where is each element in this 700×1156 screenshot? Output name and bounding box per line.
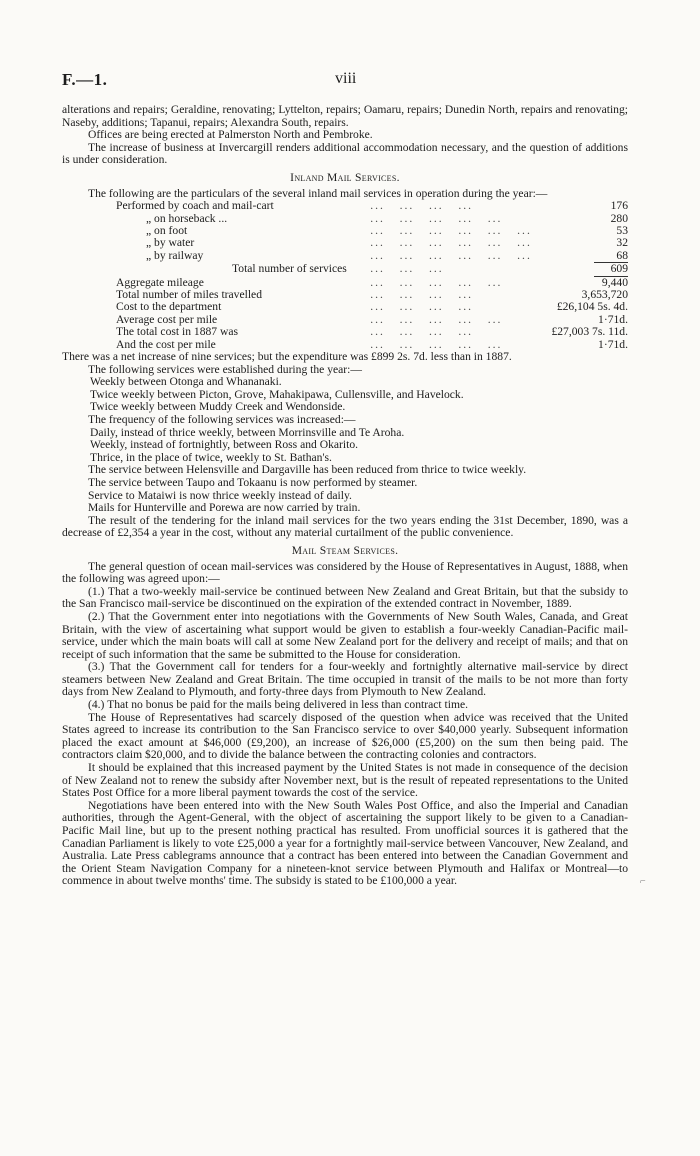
row-value: 32 — [616, 236, 628, 250]
page-number: viii — [335, 70, 357, 87]
table-row: „ on foot ... ... ... ... ... ... 53 — [62, 225, 628, 237]
list-item: Twice weekly between Muddy Creek and Wendonside. — [90, 400, 346, 414]
explanation-paragraph: It should be explained that this increased payment by the United States is not made in consequence of the decision of New Zealand not to renew the subsidy after November next, but is the result of repeated representations to the United States Post Office for a more liberal payment towards the cost of the service. — [62, 761, 628, 800]
tendering-paragraph: The result of the tendering for the inland mail services for the two years ending the 31st December, 1890, was a decrease of £2,354 a year in the cost, without any material curtailment of the public convenience. — [62, 513, 628, 540]
list-item: The service between Taupo and Tokaanu is now performed by steamer. — [88, 475, 418, 489]
table-row: „ by railway ... ... ... ... ... ... 68 — [62, 250, 628, 262]
mail-steam-heading: Mail Steam Services. — [291, 543, 399, 557]
list-item: Daily, instead of thrice weekly, between Morrinsville and Te Aroha. — [90, 425, 405, 439]
row-value: 9,440 — [601, 275, 628, 289]
row-value: 3,653,720 — [581, 288, 628, 301]
table-row: Average cost per mile ... ... ... ... ... 1·71d. — [62, 314, 628, 326]
negotiations-paragraph: Negotiations have been entered into with the New South Wales Post Office, and also the Imperial and Canadian authorities, through the Agent-General, with the object of ascertaining the support likely to be given to a Canadian-Pacific Mail line, but up to the present nothing practical has resulted. From unofficial sources it is gathered that the Canadian Parliament is likely to vote £25,000 a year for a fortnightly mail-service between Vancouver, New Zealand, and Australia. Late Press cablegrams announce that a contract has been entered into between the Canadian Government and the Orient Steam Navigation Company for a nineteen-knot service between Plymouth and Halifax or Montreal—to commence in about twelve months' time. The subsidy is stated to be £100,000 a year. — [62, 798, 628, 888]
row-label: „ on foot — [146, 223, 188, 237]
table-row: And the cost per mile ... ... ... ... ... 1·71d. — [62, 339, 628, 351]
row-label: „ by railway — [146, 248, 204, 262]
row-label: Cost to the department — [116, 300, 222, 314]
list-item: Weekly, instead of fortnightly, between Ross and Okarito. — [90, 438, 359, 452]
net-increase-paragraph: There was a net increase of nine services; but the expenditure was £899 2s. 7d. less than in 1887. — [62, 350, 512, 364]
table-row: Total number of miles travelled ... ... ... ... 3,653,720 — [62, 289, 628, 301]
invercargill-paragraph: The increase of business at Invercargill renders additional accommodation necessary, and the question of additions is under consideration. — [62, 140, 628, 167]
row-label: The total cost in 1887 was — [116, 325, 239, 339]
total-row: Total number of services ... ... ... 609 — [62, 263, 628, 275]
list-item: Thrice, in the place of twice, weekly to St. Bathan's. — [90, 450, 332, 464]
inland-intro: The following are the particulars of the several inland mail services in operation during the year:— — [88, 186, 548, 200]
document-body — [62, 104, 628, 888]
row-label: Average cost per mile — [116, 312, 218, 326]
resolution-3: (3.) That the Government call for tenders for a four-weekly and fortnightly alternative mail-service by direct steamers between New Zealand and Great Britain. The time occupied in transit of the mails to be not more than forty days from New Zealand to Plymouth, and forty-three days from Plymouth to New Zealand. — [62, 660, 628, 699]
total-value: 609 — [610, 262, 628, 276]
table-row: Aggregate mileage ... ... ... ... ... 9,440 — [62, 277, 628, 289]
list-item: Mails for Hunterville and Porewa are now carried by train. — [88, 501, 361, 515]
row-value: 1·71d. — [598, 337, 628, 351]
table-row: „ on horseback ... ... ... ... ... ... 280 — [62, 213, 628, 225]
row-label: Total number of miles travelled — [116, 288, 262, 301]
steam-intro: The general question of ocean mail-services was considered by the House of Representatives in August, 1888, when the following was agreed upon:— — [62, 559, 628, 586]
row-label: Performed by coach and mail-cart — [116, 199, 274, 213]
row-value: 176 — [610, 199, 628, 213]
list-item: Service to Mataiwi is now thrice weekly instead of daily. — [88, 488, 352, 502]
list-item: Weekly between Otonga and Whananaki. — [90, 375, 282, 389]
resolution-2: (2.) That the Government enter into negotiations with the Governments of New South Wales, Canada, and Great Britain, with the view of ascertaining what support would be given to establish a four-weekly Canadian-Pacific mail-service, under which the main boats will call at some New Zealand port for the delivery and receipt of mails; and that on receipt of such information that the same be submitted to the House for consideration. — [62, 609, 628, 661]
united-states-paragraph: The House of Representatives had scarcely disposed of the question when advice was received that the United States agreed to increase its contribution to the San Francisco service to over $40,000 yearly. Subsequent information placed the exact amount at $46,000 (£9,200), an increase of $26,000 (£5,200) on the sum then being paid. The contractors claim $20,000, and to divide the balance between the contracting colonies and contractors. — [62, 710, 628, 762]
resolution-1: (1.) That a two-weekly mail-service be continued between New Zealand and Great Britain, but that the subsidy to the San Francisco mail-service be discontinued on the expiration of the extended contract in November, 1889. — [62, 584, 628, 611]
table-row: The total cost in 1887 was ... ... ... ... £27,003 7s. 11d. — [62, 326, 628, 338]
page-reference: F.—1. — [62, 70, 108, 89]
established-intro: The following services were established during the year:— — [88, 362, 362, 376]
inland-mail-heading: Inland Mail Services. — [290, 170, 400, 184]
row-value: £26,104 5s. 4d. — [556, 300, 628, 314]
margin-mark: ⌐ — [640, 876, 646, 887]
services-table — [62, 200, 628, 351]
row-value: 53 — [616, 223, 628, 237]
table-row: „ by water ... ... ... ... ... ... 32 — [62, 237, 628, 249]
table-row: Performed by coach and mail-cart ... ... ... ... 176 — [62, 200, 628, 212]
row-label: Aggregate mileage — [116, 275, 204, 289]
row-value: 280 — [610, 211, 628, 225]
total-label: Total number of services — [232, 262, 347, 276]
table-row: Cost to the department ... ... ... ... £26,104 5s. 4d. — [62, 301, 628, 313]
list-item: Twice weekly between Picton, Grove, Mahakipawa, Cullensville, and Havelock. — [90, 387, 464, 401]
increased-intro: The frequency of the following services was increased:— — [88, 413, 356, 426]
row-label: And the cost per mile — [116, 337, 216, 351]
offices-paragraph: Offices are being erected at Palmerston North and Pembroke. — [88, 128, 373, 142]
row-value: 1·71d. — [598, 312, 628, 326]
opening-paragraph: alterations and repairs; Geraldine, renovating; Lyttelton, repairs; Oamaru, repairs; Dunedin North, repairs and renovating; Naseby, additions; Tapanui, repairs; Alexandra South, repairs. — [62, 103, 628, 129]
resolution-4: (4.) That no bonus be paid for the mails being delivered in less than contract time. — [88, 698, 469, 712]
list-item: The service between Helensville and Dargaville has been reduced from thrice to twice weekly. — [88, 463, 527, 477]
row-value: 68 — [616, 248, 628, 262]
row-value: £27,003 7s. 11d. — [551, 325, 628, 339]
row-label: „ by water — [146, 236, 195, 250]
row-label: „ on horseback ... — [146, 211, 228, 225]
